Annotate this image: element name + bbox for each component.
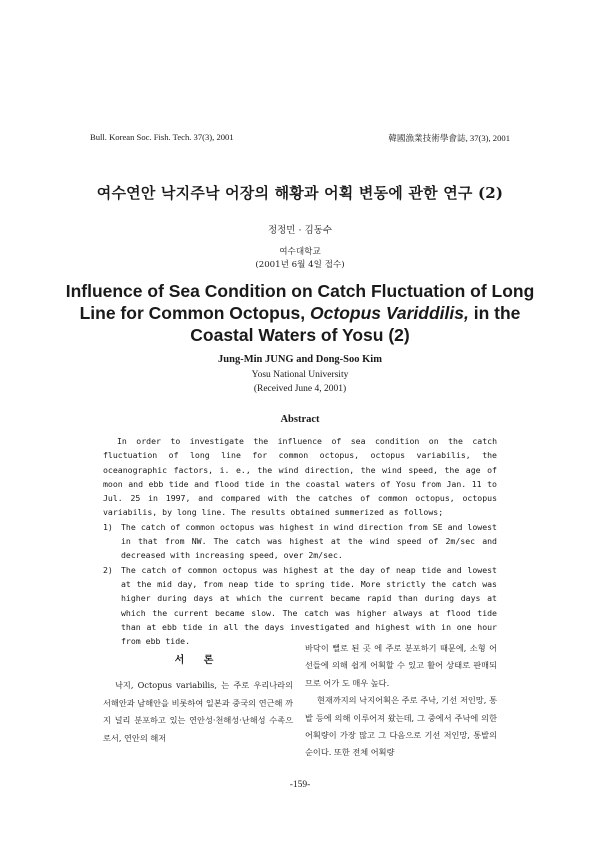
section-title-introduction: 서 론 bbox=[174, 655, 222, 666]
abstract-result-number: 2) bbox=[103, 564, 113, 575]
english-title-part1: Influence of Sea Condition on Catch Fluctuation of Long Line for Common Octopus, bbox=[65, 281, 535, 323]
abstract-heading: Abstract bbox=[280, 414, 320, 425]
abstract-result-item bbox=[103, 520, 497, 563]
page-number: -159- bbox=[289, 780, 311, 790]
body-paragraph: 낙지, Octopus variabilis, 는 주로 우리나라의 서해안과 남해안을 비롯하여 일본과 중국의 연근해 까지 널리 분포하고 있는 연안성·천해성·난해성 수족으로서, 연안의 해저 bbox=[103, 680, 293, 743]
english-authors: Jung-Min JUNG and Dong-Soo Kim bbox=[218, 354, 382, 365]
english-title-part2: in the Coastal Waters of Yosu (2) bbox=[190, 303, 521, 345]
english-received-date: (Received June 4, 2001) bbox=[253, 383, 347, 394]
body-paragraph: 현재까지의 낙지어획은 주로 주낙, 기선 저인망, 통발 등에 의해 이루어져 왔는데, 그 중에서 주낙에 의한 어획량이 가장 많고 그 다음으로 기선 저인망, 통발의 순이다. 또한 전체 어획량 bbox=[305, 695, 497, 758]
korean-affiliation-block bbox=[0, 246, 600, 272]
body-right-column bbox=[305, 640, 497, 762]
abstract-result-item bbox=[103, 563, 497, 649]
abstract-results-list bbox=[103, 520, 497, 649]
body-left-column bbox=[103, 652, 293, 747]
english-title bbox=[60, 280, 540, 346]
abstract-intro: In order to investigate the influence of sea condition on the catch fluctuation of long line for common octopus, octopus variabilis, the oceanographic factors, i. e., the wind direction, the wind speed, the age of moon and ebb tide and flood tide in the coastal waters of Yosu from Jan. 11 to Jul. 25 in 1997, and compared with the catches of common octopus, octopus variabilis, by long line. The results obtained summerized as follows; bbox=[103, 436, 497, 518]
running-head-left: Bull. Korean Soc. Fish. Tech. 37(3), 2001 bbox=[90, 132, 234, 142]
korean-authors: 정정민 · 김동수 bbox=[267, 225, 333, 236]
english-affiliation-block bbox=[0, 369, 600, 396]
korean-affiliation: 여수대학교 bbox=[279, 247, 321, 257]
korean-title: 여수연안 낙지주낙 어장의 해황과 어획 변동에 관한 연구 (2) bbox=[96, 184, 504, 202]
english-title-species: Octopus Variddilis, bbox=[310, 303, 469, 323]
abstract-result-text: The catch of common octopus was highest at the day of neap tide and lowest at the mid day, from neap tide to spring tide. More strictly the catch was higher during days at which the current became rapid than during days at which the current became slow. The catch was higher always at flood tide than at ebb tide in all the days investigated and highest with in one hour from ebb tide. bbox=[121, 564, 497, 647]
abstract-result-text: The catch of common octopus was highest in wind direction from SE and lowest in that from NW. The catch was highest at the wind speed of 2m/sec and decreased with increasing speed, over 2m/sec. bbox=[121, 521, 497, 561]
running-head-right: 韓國漁業技術學會誌, 37(3), 2001 bbox=[388, 133, 510, 143]
body-paragraph: 바닥이 뻘로 된 곳 에 주로 분포하기 때문에, 소형 어선들에 의해 쉽게 어획할 수 있고 활어 상태로 판매되므로 어가 도 매우 높다. bbox=[305, 643, 497, 688]
abstract-body bbox=[103, 434, 497, 648]
abstract-result-number: 1) bbox=[103, 521, 113, 532]
english-affiliation: Yosu National University bbox=[251, 370, 349, 380]
korean-received-date: (2001년 6월 4일 접수) bbox=[255, 260, 345, 270]
